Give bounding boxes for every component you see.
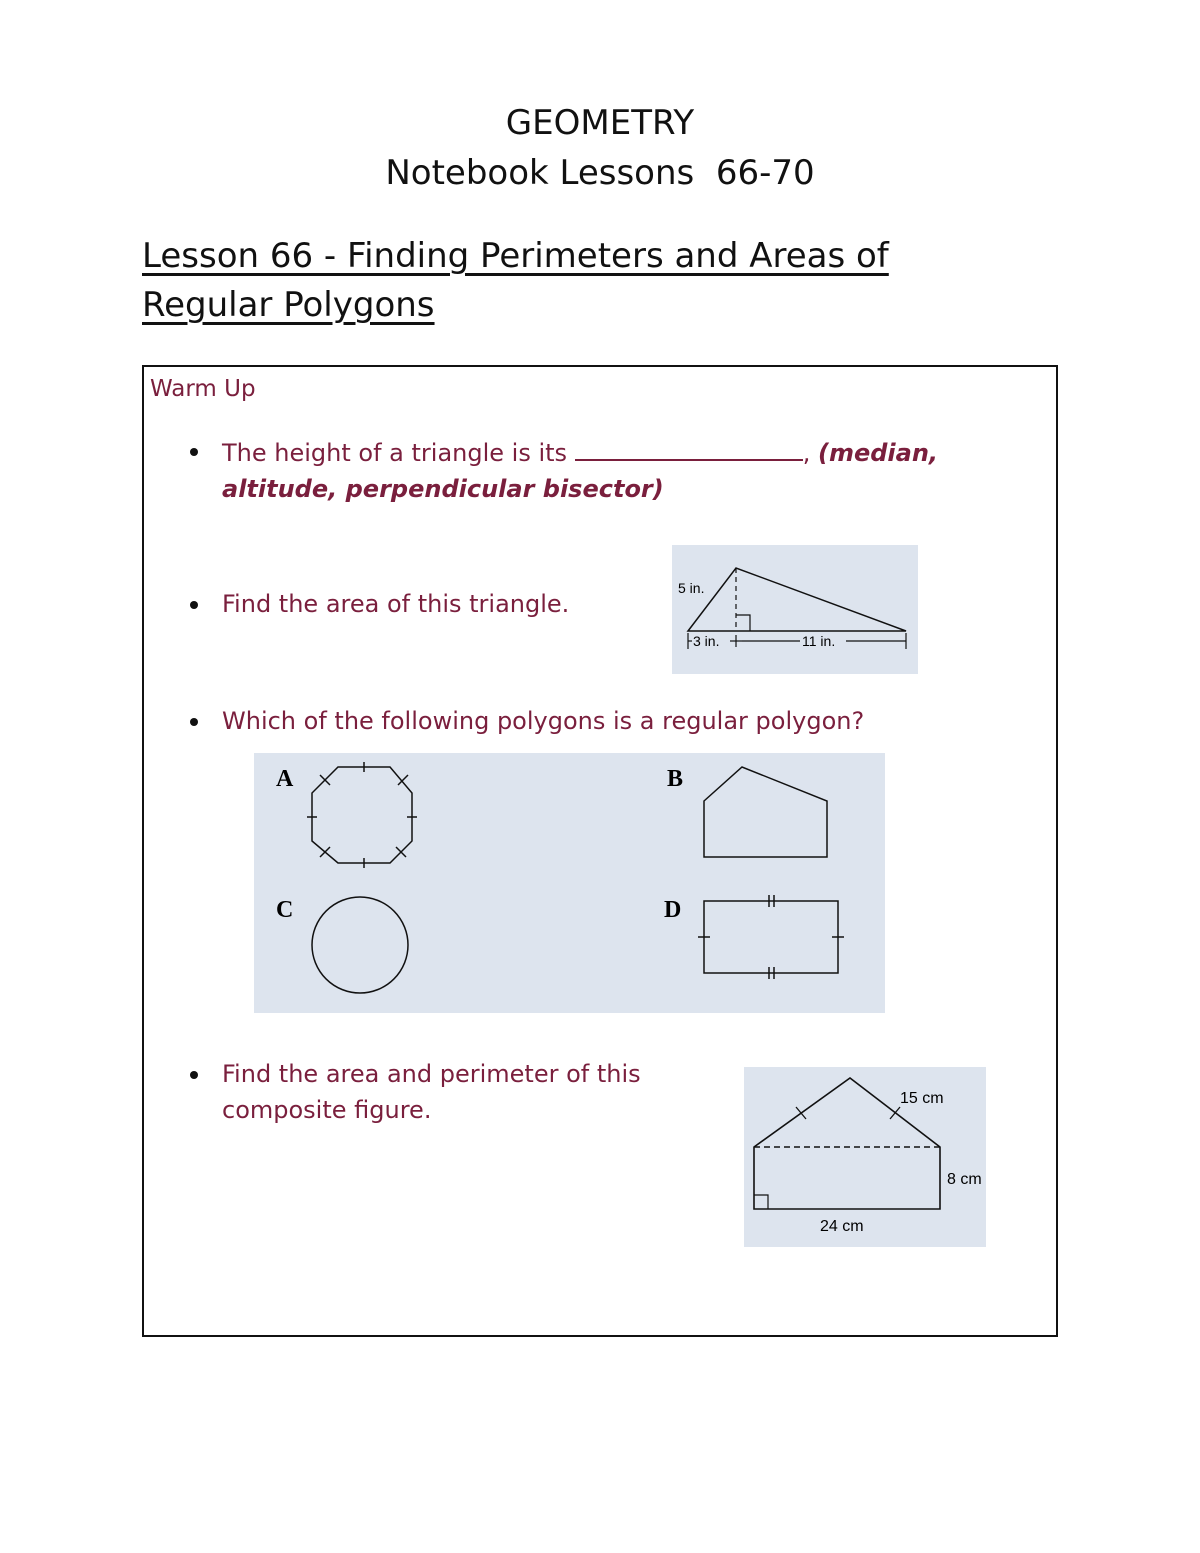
congruence-tick: [890, 1107, 900, 1119]
label-b: B: [667, 766, 684, 792]
triangle-diagram: [672, 545, 918, 674]
triangle-figure: [672, 545, 918, 674]
base-right-label: 11 in.: [802, 633, 836, 649]
right-angle-mark: [736, 615, 750, 631]
q4-text-line2: composite figure.: [222, 1096, 432, 1124]
answer-blank: [575, 433, 803, 461]
polygons-figure: [254, 753, 885, 1013]
congruence-tick: [796, 1107, 806, 1119]
label-c: C: [276, 897, 294, 923]
page-header: [0, 98, 1200, 198]
rectangle-shape: [698, 895, 844, 979]
q4-text-line1: Find the area and perimeter of this: [222, 1060, 641, 1088]
label-a: A: [276, 766, 294, 792]
bullet-dot: [190, 1071, 198, 1079]
warmup-label: Warm Up: [150, 376, 256, 402]
base-label: 24 cm: [820, 1218, 864, 1235]
lesson-title: [142, 232, 1042, 330]
bullet-dot: [190, 448, 198, 456]
right-angle-mark: [754, 1195, 768, 1209]
q1-text: The height of a triangle is its: [222, 439, 568, 467]
lesson-title-line1: Lesson 66 - Finding Perimeters and Areas of: [142, 236, 889, 276]
subject-title: GEOMETRY: [505, 103, 695, 143]
lesson-title-line2: Regular Polygons: [142, 285, 435, 325]
slant-label: 15 cm: [900, 1090, 944, 1107]
q3-text: Which of the following polygons is a regular polygon?: [222, 707, 865, 735]
notebook-subtitle: Notebook Lessons 66-70: [385, 153, 815, 193]
circle-shape: [312, 897, 408, 993]
height-label: 8 cm: [947, 1171, 982, 1188]
bullet-dot: [190, 601, 198, 609]
bullet-dot: [190, 718, 198, 726]
pentagon-shape: [704, 767, 827, 857]
polygons-diagram: [254, 753, 885, 1013]
octagon-shape: [307, 762, 417, 868]
composite-figure: [744, 1067, 986, 1247]
q1-options-line2: altitude, perpendicular bisector): [222, 475, 664, 503]
q2-text: Find the area of this triangle.: [222, 590, 570, 618]
composite-diagram: [744, 1067, 986, 1247]
triangle-shape: [688, 568, 906, 631]
height-label: 5 in.: [678, 580, 705, 596]
q1-options-line1: (median,: [817, 439, 939, 467]
base-left-label: 3 in.: [693, 633, 720, 649]
label-d: D: [664, 897, 682, 923]
